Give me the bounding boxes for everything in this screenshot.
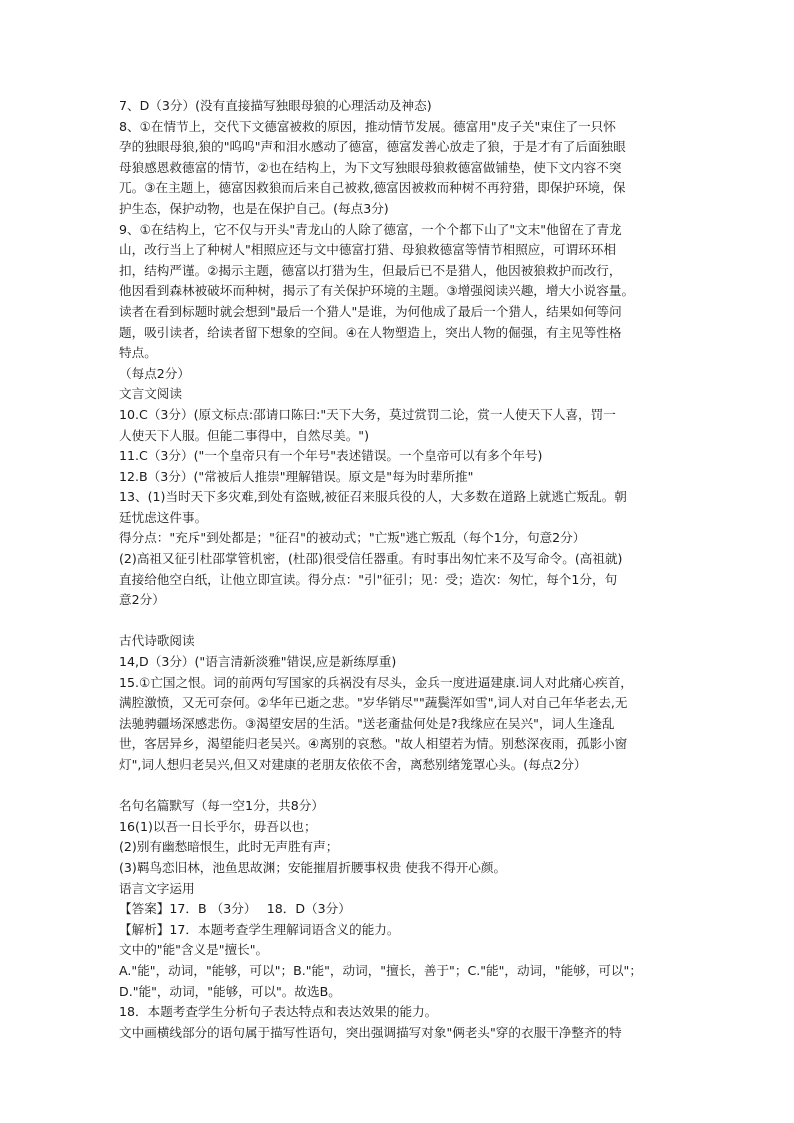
text-line: (3)羁鸟恋旧林，池鱼思故渊；安能摧眉折腰事权贵 使我不得开心颜。 [119, 859, 507, 875]
section-heading: 语言文字运用 [119, 880, 195, 896]
text-line: 灯",词人想归老吴兴,但又对建康的老朋友依依不舍，离愁别绪笼罩心头。(每点2分） [119, 757, 587, 772]
section-heading: 文言文阅读 [119, 386, 182, 402]
text-line: 文中画横线部分的语句属于描写性语句，突出强调描写对象"俩老头"穿的衣服干净整齐的特 [119, 1024, 622, 1040]
text-line: 他因看到森林被破坏而种树，揭示了有关保护环境的主题。③增强阅读兴趣，增大小说容量。 [119, 283, 635, 299]
text-line: 题，吸引读者，给读者留下想象的空间。④在人物塑造上，突出人物的倔强，有主见等性格 [119, 324, 622, 340]
blank-line [119, 611, 681, 632]
text-line: 山，改行当上了种树人"相照应还与文中德富打猎、母狼救德富等情节相照应，可谓环环相 [119, 242, 616, 258]
text-line: 法驰骋疆场深感悲伤。③渴望安居的生活。"送老齑盐何处是?我缘应在吴兴"，词人生逢乱 [119, 715, 615, 731]
text-line: A."能"，动词，"能够，可以"；B."能"，动词，"擅长，善于"；C."能"，动词，"能够，可以"； [119, 962, 642, 978]
text-line: 文中的"能"含义是"擅长"。 [119, 942, 269, 958]
text-line: 扣，结构严谨。②揭示主题，德富以打猎为生，但最后已不是猎人，他因被狼救护而改行， [119, 262, 622, 278]
text-line: 15.①亡国之恨。词的前两句写国家的兵祸没有尽头，金兵一度进逼建康.词人对此痛心疾首， [119, 674, 633, 690]
text-line: 人使天下人服。但能二事得中，自然尽美。") [119, 427, 369, 443]
text-line: 特点。 [119, 345, 157, 361]
text-line: 10.C（3分）(原文标点:邵请口陈曰:"天下大务，莫过赏罚二论，赏一人使天下人喜，罚一 [119, 406, 616, 422]
text-line: 兀。③在主题上，德富因救狼而后来自己被救,德富因被救而种树不再狩猎，即保护环境，保 [119, 180, 626, 196]
text-line: 满腔激愤，又无可奈何。②华年已逝之悲。"岁华销尽""蔬鬓浑如雪",词人对自己年华老去,无 [119, 695, 628, 711]
text-line: 16(1)以吾一日长乎尔，毋吾以也； [119, 818, 317, 834]
text-line: 世，客居异乡，渴望能归老吴兴。④离别的哀愁。"故人相望若为情。别愁深夜雨，孤影小窗 [119, 736, 628, 752]
text-line: 母狼感恩救德富的情节，②也在结构上，为下文写独眼母狼救德富做铺垫，使下文内容不突 [119, 159, 622, 175]
text-line: 18．本题考查学生分析句子表达特点和表达效果的能力。 [119, 1004, 438, 1020]
text-line: D."能"，动词，"能够，可以"。故选B。 [119, 983, 341, 999]
document-page [119, 96, 681, 1043]
text-line: 【解析】17．本题考查学生理解词语含义的能力。 [119, 921, 400, 937]
text-line: 读者在看到标题时就会想到"最后一个猎人"是谁，为何他成了最后一个猎人，结果如何等问 [119, 303, 622, 319]
text-line: 【答案】17．B （3分） 18．D（3分） [119, 901, 351, 917]
text-line: 12.B（3分）("常被后人推崇"理解错误。原文是"每为时辈所推" [119, 468, 474, 484]
text-line: 直接给他空白纸，让他立即宣读。得分点："引"征引；见：受；造次：匆忙，每个1分，句 [119, 571, 618, 587]
text-line: 护生态，保护动物，也是在保护自己。(每点3分) [119, 200, 389, 216]
text-line: 9、①在结构上，它不仅与开头"青龙山的人除了德富，一个个都下山了"文末"他留在了青龙 [119, 221, 622, 237]
text-line: 14,D（3分）("语言清新淡雅"错误,应是新练厚重) [119, 654, 397, 670]
text-line: 8、①在情节上，交代下文德富被救的原因，推动情节发展。德富用"皮子关"束住了一只怀 [119, 118, 616, 134]
text-line: (2)高祖又征引杜邵掌管机密，(杜邵)很受信任器重。有时事出匆忙来不及写命令。(高祖就) [119, 551, 623, 567]
blank-line [119, 776, 681, 797]
text-line: 11.C（3分）("一个皇帝只有一个年号"表述错误。一个皇帝可以有多个年号) [119, 448, 543, 464]
text-line: (2)别有幽愁暗恨生，此时无声胜有声； [119, 839, 339, 855]
section-heading: 名句名篇默写（每一空1分，共8分） [119, 798, 324, 814]
text-line: 孕的独眼母狼,狼的"呜呜"声和泪水感动了德富，德富发善心放走了狼，于是才有了后面独眼 [119, 139, 626, 155]
text-line: 13、(1)当时天下多灾难,到处有盗贼,被征召来服兵役的人，大多数在道路上就逃亡叛乱。朝 [119, 489, 627, 505]
text-line: 7、D（3分）(没有直接描写独眼母狼的心理活动及神态) [119, 98, 432, 113]
section-heading: 古代诗歌阅读 [119, 633, 195, 649]
text-line: 得分点："充斥"到处都是；"征召"的被动式；"亡叛"逃亡叛乱（每个1分，句意2分） [119, 530, 586, 546]
text-line: （每点2分） [119, 365, 190, 381]
text-line: 廷忧虑这件事。 [119, 509, 208, 525]
text-line: 意2分） [119, 592, 165, 608]
